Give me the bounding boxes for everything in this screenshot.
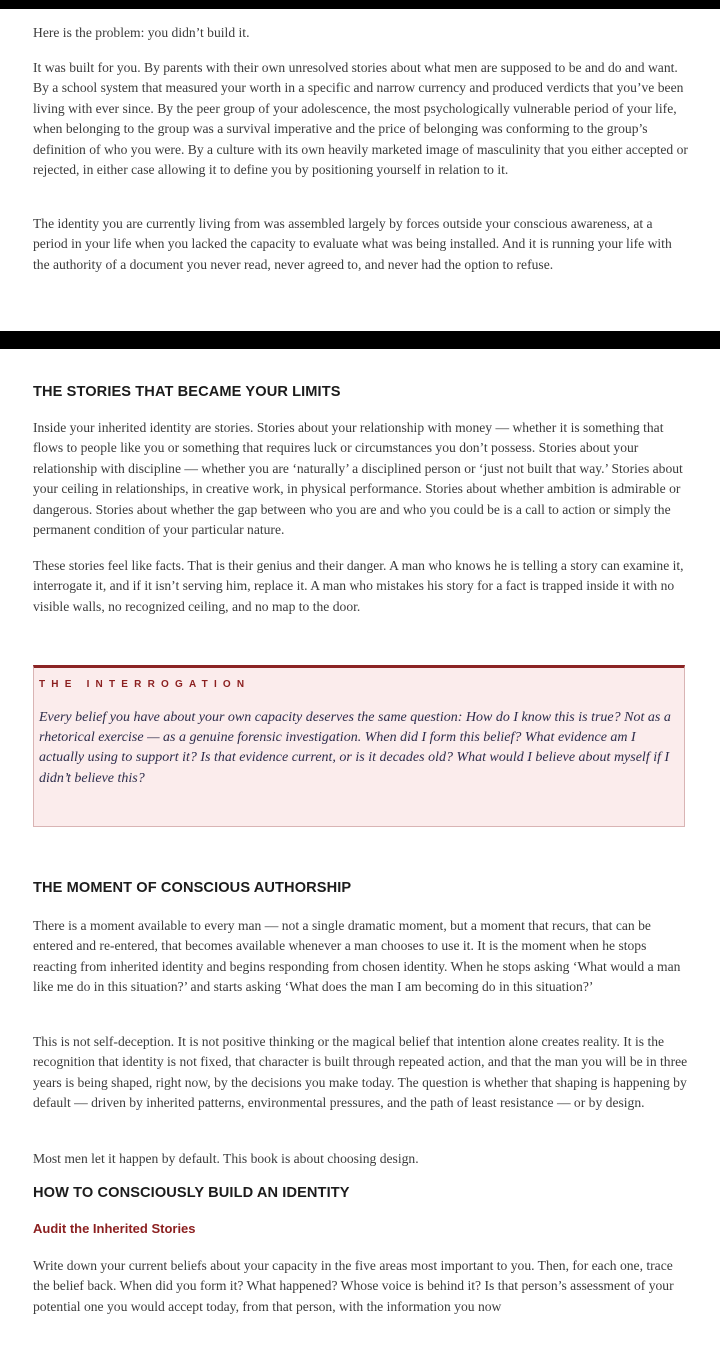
interrogation-callout — [33, 665, 685, 827]
callout-label: THE INTERROGATION — [39, 679, 251, 690]
paragraph-default-vs-design: Most men let it happen by default. This book is about choosing design. — [33, 1151, 419, 1166]
heading-build-identity: HOW TO CONSCIOUSLY BUILD AN IDENTITY — [33, 1185, 350, 1201]
paragraph-inherited-stories: Inside your inherited identity are stories. Stories about your relationship with money — whether it is something that flows to people like you or something that requires luck or circumstances you don’t possess. Stories about your relationship with discipline — whether you are ‘naturally’ a disciplined person or ‘just not built that way.’ Stories about your ceiling in relationships, in creative work, in physical performance. Stories about whether ambition is admirable or dangerous. Stories about whether the gap between who you are and who you could be is a call to action or simply the permanent condition of your particular nature. — [33, 420, 683, 538]
paragraph-built-for-you: It was built for you. By parents with their own unresolved stories about what men are supposed to be and do and want. By a school system that measured your worth in a specific and narrow currency and produced verdicts that you’ve been living with ever since. By the peer group of your adolescence, the most psychologically vulnerable period of your life, when belonging to the group was a survival imperative and the price of belonging was conforming to the group’s definition of who you were. By a culture with its own heavily marketed image of masculinity that you either accepted or rejected, in either case allowing it to define you by positioning yourself in relation to it. — [33, 60, 688, 178]
paragraph-problem: Here is the problem: you didn’t build it. — [33, 25, 250, 40]
section-divider-bar — [0, 331, 720, 349]
heading-conscious-authorship: THE MOMENT OF CONSCIOUS AUTHORSHIP — [33, 880, 352, 896]
top-divider-bar — [0, 0, 720, 9]
heading-stories-limits: THE STORIES THAT BECAME YOUR LIMITS — [33, 384, 341, 400]
paragraph-stories-feel-like-facts: These stories feel like facts. That is their genius and their danger. A man who knows he is telling a story can examine it, interrogate it, and if it isn’t serving him, replace it. A man who mistakes his story for a fact is trapped inside it with no visible walls, no recognized ceiling, and no map to the door. — [33, 558, 684, 614]
paragraph-moment-available: There is a moment available to every man — not a single dramatic moment, but a moment that recurs, that can be entered and re-entered, that becomes available whenever a man chooses to use it. It is the moment when he stops reacting from inherited identity and begins responding from chosen identity. When he stops asking ‘What would a man like me do in this situation?’ and starts asking ‘What does the man I am becoming do in this situation?’ — [33, 918, 681, 995]
paragraph-audit-instructions: Write down your current beliefs about your capacity in the five areas most important to you. Then, for each one, trace the belief back. When did you form it? What happened? Whose voice is behind it? Is that person’s assessment of your potential one you would accept today, from that person, with the information you now — [33, 1258, 674, 1314]
callout-text: Every belief you have about your own capacity deserves the same question: How do I know this is true? Not as a rhetorical exercise — as a genuine forensic investigation. When did I form this belief? What evidence am I actually using to support it? Is that evidence current, or is it decades old? What would I believe about myself if I didn’t believe this? — [39, 710, 671, 786]
paragraph-not-self-deception: This is not self-deception. It is not positive thinking or the magical belief that intention alone creates reality. It is the recognition that identity is not fixed, that character is built through repeated action, and that the man you will be in three years is being shaped, right now, by the decisions you make today. The question is whether that shaping is happening by default — driven by inherited patterns, environmental pressures, and the path of least resistance — or by design. — [33, 1034, 688, 1111]
paragraph-assembled-identity: The identity you are currently living from was assembled largely by forces outside your conscious awareness, at a period in your life when you lacked the capacity to evaluate what was being installed. And it is running your life with the authority of a document you never read, never agreed to, and never had the option to refuse. — [33, 216, 672, 272]
subheading-audit-stories: Audit the Inherited Stories — [33, 1221, 196, 1236]
